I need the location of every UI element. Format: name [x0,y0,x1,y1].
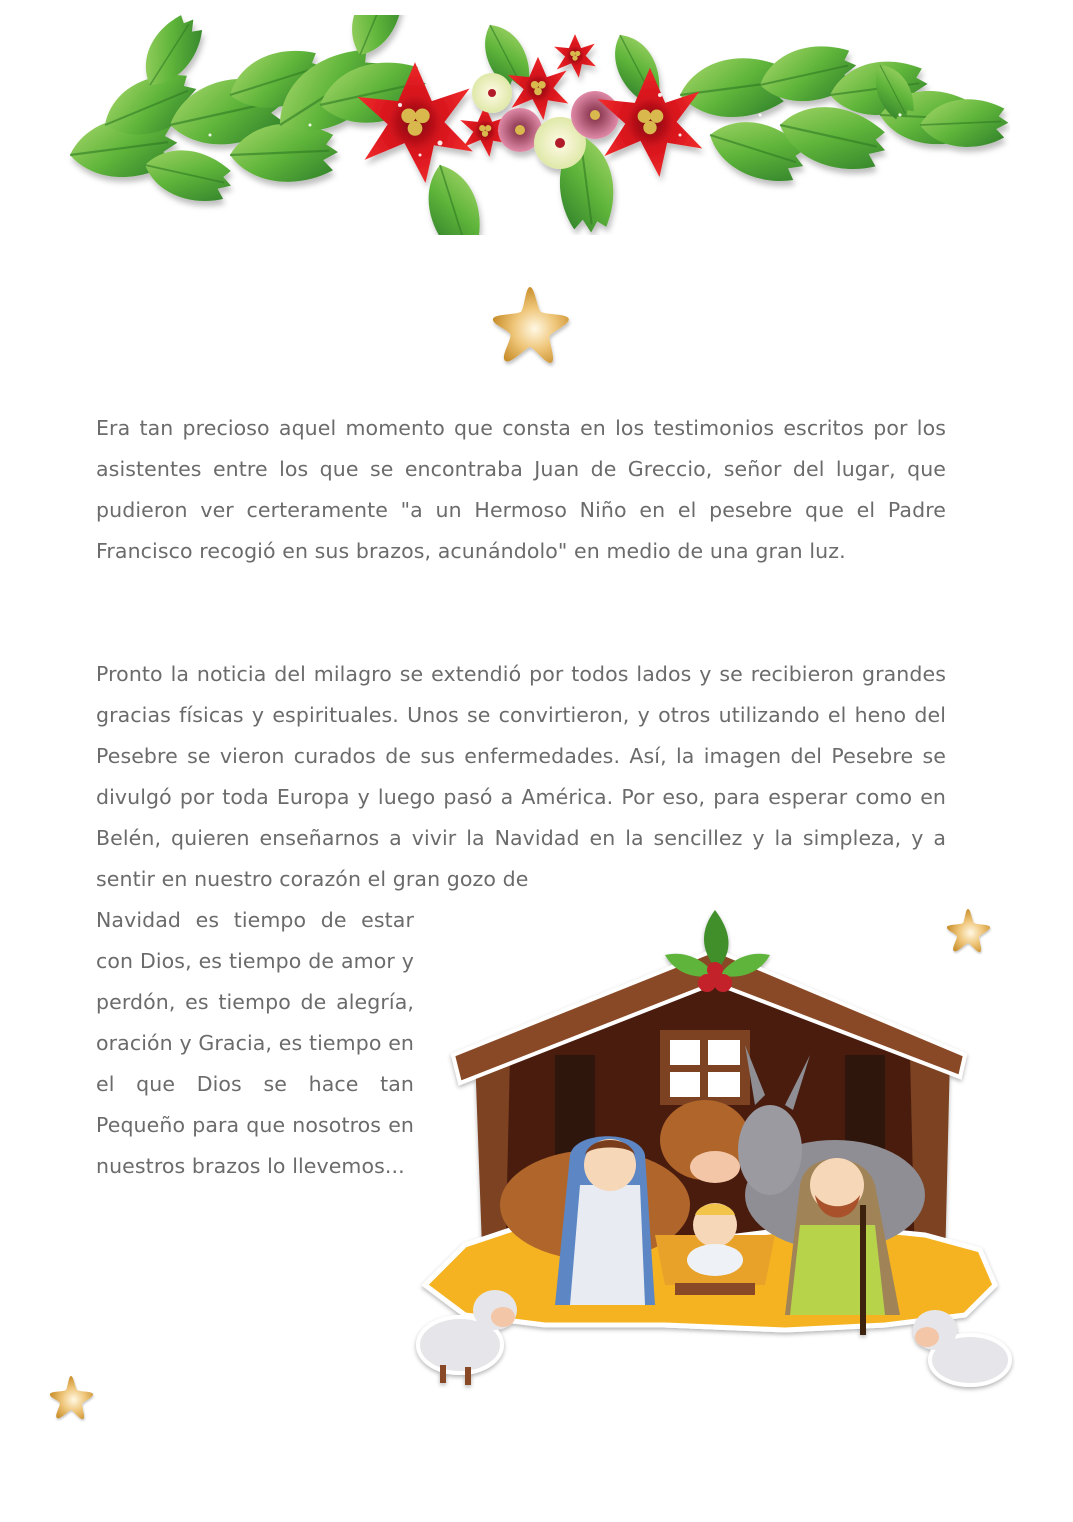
gold-star-icon [486,280,574,368]
paragraph-navidad: Navidad es tiempo de estar con Dios, es tiempo de amor y perdón, es tiempo de alegría, oración y Gracia, es tiempo en el que Dios se hace tan Pequeño para que nosotros en nuestros brazos lo llevemos... [96,908,414,1178]
gold-star-icon [46,1372,96,1422]
paragraph-testimony: Era tan precioso aquel momento que consta en los testimonios escritos por los asistentes entre los que se encontraba Juan de Greccio, señor del lugar, que pudieron ver certeramente "a un Hermoso Niño en el pesebre que el Padre Francisco recogió en sus brazos, acunándolo" en medio de una gran luz. [96,416,946,563]
poinsettia-garland-icon [60,15,1010,235]
paragraph-miracle: Pronto la noticia del milagro se extendió por todos lados y se recibieron grandes gracias físicas y espirituales. Unos se convirtieron, y otros utilizando el heno del Pesebre se vieron curados de sus enfermedades. Así, la imagen del Pesebre se divulgó por toda Europa y luego pasó a América. Por eso, para esperar como en Belén, quieren enseñarnos a vivir la Navidad en la sencillez y la simpleza, y a sentir en nuestro corazón el gran gozo de [96,662,946,891]
nativity-scene-icon [405,905,1015,1400]
